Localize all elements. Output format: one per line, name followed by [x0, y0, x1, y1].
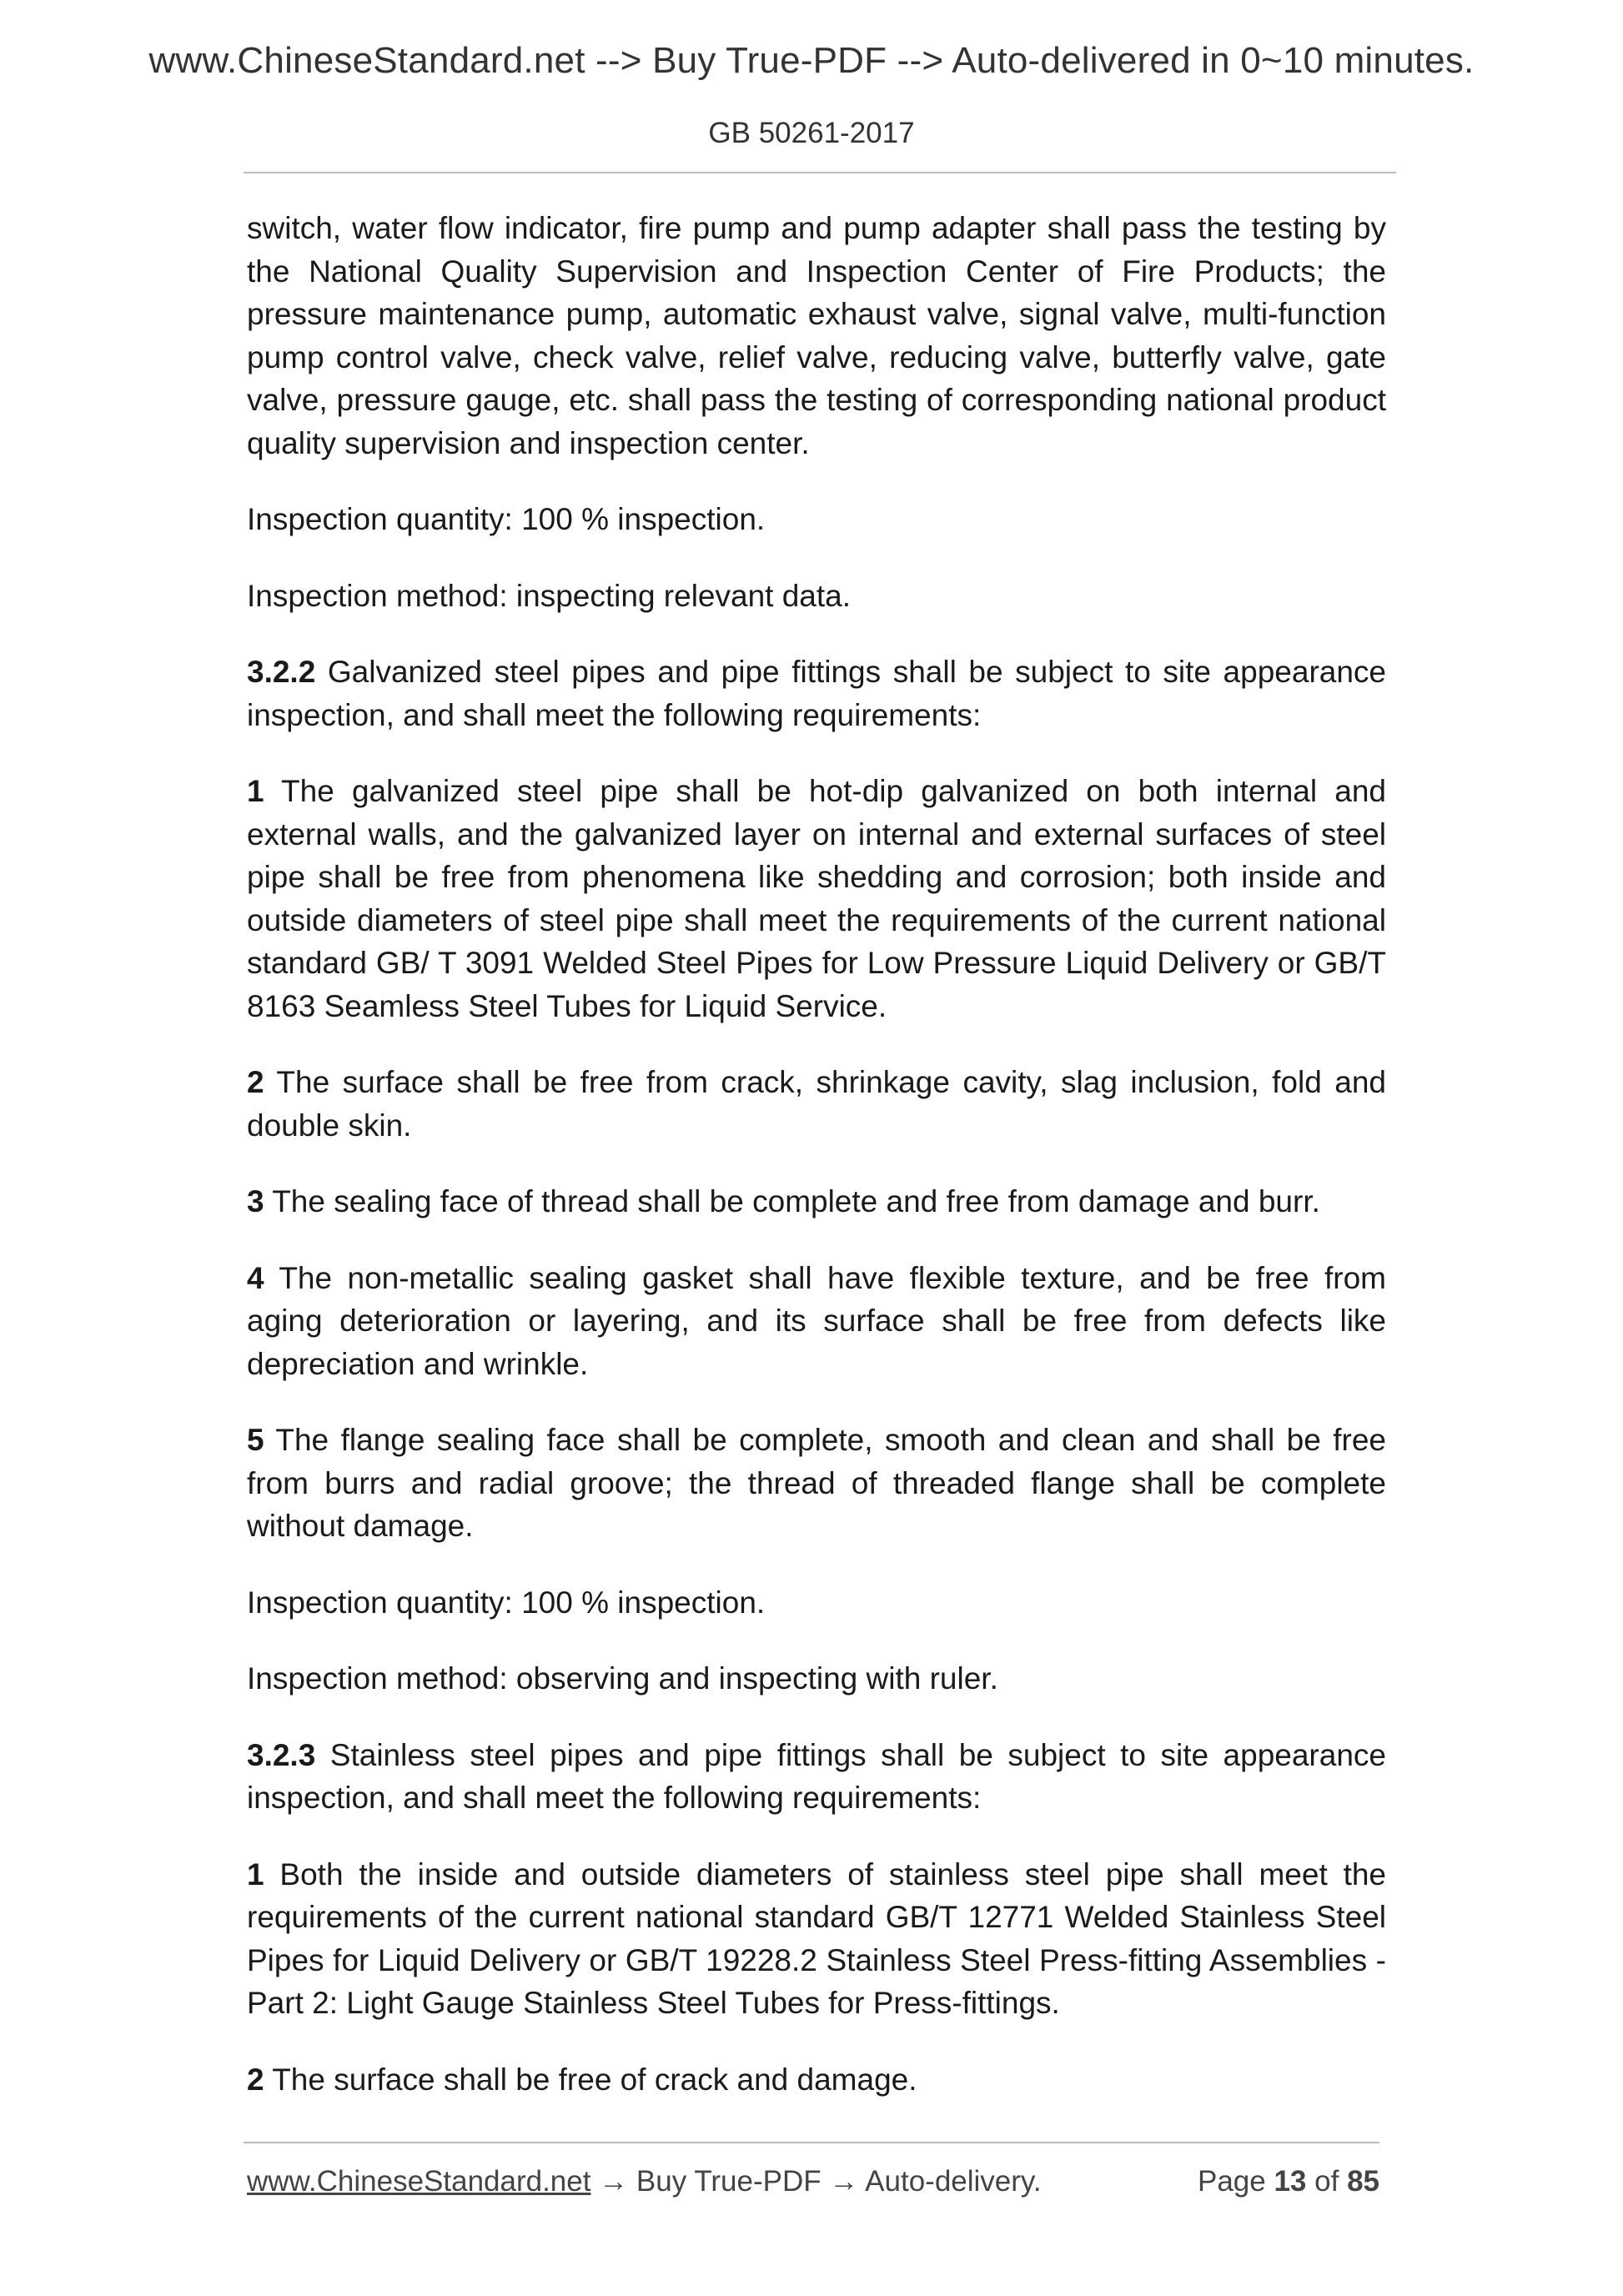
- clause-3-2-3: [247, 1734, 1386, 1820]
- clause-3-2-2: [247, 651, 1386, 736]
- inspection-method: Inspection method: inspecting relevant data.: [247, 578, 852, 613]
- footer-promo-text: → Buy True-PDF → Auto-delivery.: [590, 2165, 1042, 2198]
- item-text: The flange sealing face shall be complete, smooth and clean and shall be free from burrs and radial groove; the thread of threaded flange shall be complete without damage.: [247, 1423, 1386, 1543]
- inspection-method: Inspection method: observing and inspecting with ruler.: [247, 1661, 998, 1696]
- list-item: [247, 1853, 1386, 2025]
- list-item: [247, 1419, 1386, 1548]
- header-divider: [244, 172, 1396, 173]
- item-number: 3: [247, 1184, 264, 1218]
- item-number: 2: [247, 1065, 264, 1099]
- paragraph: switch, water flow indicator, fire pump and pump adapter shall pass the testing by the National Quality Supervision and Inspection Center of Fire Products; the pressure maintenance pump, automatic exhaust valve, signal valve, multi-function pump control valve, check valve, relief valve, reducing valve, butterfly valve, gate valve, pressure gauge, etc. shall pass the testing of corresponding national product quality supervision and inspection center.: [247, 211, 1386, 460]
- item-number: 1: [247, 774, 264, 808]
- list-item: [247, 770, 1386, 1027]
- clause-text: Stainless steel pipes and pipe fittings shall be subject to site appearance inspection, and shall meet the following requirements:: [247, 1737, 1386, 1815]
- page-total: 85: [1347, 2165, 1379, 2198]
- of-label: of: [1314, 2165, 1339, 2198]
- item-number: 5: [247, 1423, 264, 1457]
- page-indicator: [1198, 2165, 1379, 2198]
- standard-code: GB 50261-2017: [708, 117, 915, 149]
- list-item: [247, 2058, 1386, 2102]
- item-number: 2: [247, 2062, 264, 2097]
- clause-text: Galvanized steel pipes and pipe fittings shall be subject to site appearance inspection, and shall meet the following requirements:: [247, 655, 1386, 732]
- item-text: The surface shall be free from crack, shrinkage cavity, slag inclusion, fold and double skin.: [247, 1065, 1386, 1143]
- footer-site-link[interactable]: www.ChineseStandard.net: [247, 2165, 591, 2198]
- inspection-quantity: Inspection quantity: 100 % inspection.: [247, 502, 766, 536]
- item-text: The non-metallic sealing gasket shall have flexible texture, and be free from aging deterioration or layering, and its surface shall be free from defects like depreciation and wrinkle.: [247, 1260, 1386, 1381]
- page-label: Page: [1197, 2165, 1266, 2198]
- list-item: [247, 1257, 1386, 1386]
- list-item: [247, 1061, 1386, 1147]
- item-text: The galvanized steel pipe shall be hot-dip galvanized on both internal and external walls, and the galvanized layer on internal and external surfaces of steel pipe shall be free from phenomena like shedding and corrosion; both inside and outside diameters of steel pipe shall meet the requirements of the current national standard GB/ T 3091 Welded Steel Pipes for Low Pressure Liquid Delivery or GB/T 8163 Seamless Steel Tubes for Liquid Service.: [247, 774, 1386, 1023]
- list-item: [247, 1180, 1386, 1223]
- item-number: 4: [247, 1260, 264, 1295]
- clause-number: 3.2.2: [247, 655, 316, 689]
- inspection-quantity: Inspection quantity: 100 % inspection.: [247, 1585, 766, 1620]
- page-content: [247, 207, 1386, 2134]
- site-banner: www.ChineseStandard.net --> Buy True-PDF --> Auto-delivered in 0~10 minutes.: [148, 40, 1475, 81]
- item-text: Both the inside and outside diameters of stainless steel pipe shall meet the requirements of the current national standard GB/T 12771 Welded Stainless Steel Pipes for Liquid Delivery or GB/T 19228.2 Stainless Steel Press-fitting Assemblies - Part 2: Light Gauge Stainless Steel Tubes for Press-fittings.: [247, 1856, 1386, 2020]
- item-text: The surface shall be free of crack and damage.: [264, 2062, 917, 2097]
- item-text: The sealing face of thread shall be complete and free from damage and burr.: [264, 1184, 1320, 1218]
- footer-promo: [247, 2165, 1042, 2198]
- item-number: 1: [247, 1856, 264, 1892]
- footer-divider: [244, 2142, 1379, 2143]
- page-current: 13: [1274, 2165, 1307, 2198]
- clause-number: 3.2.3: [247, 1737, 316, 1772]
